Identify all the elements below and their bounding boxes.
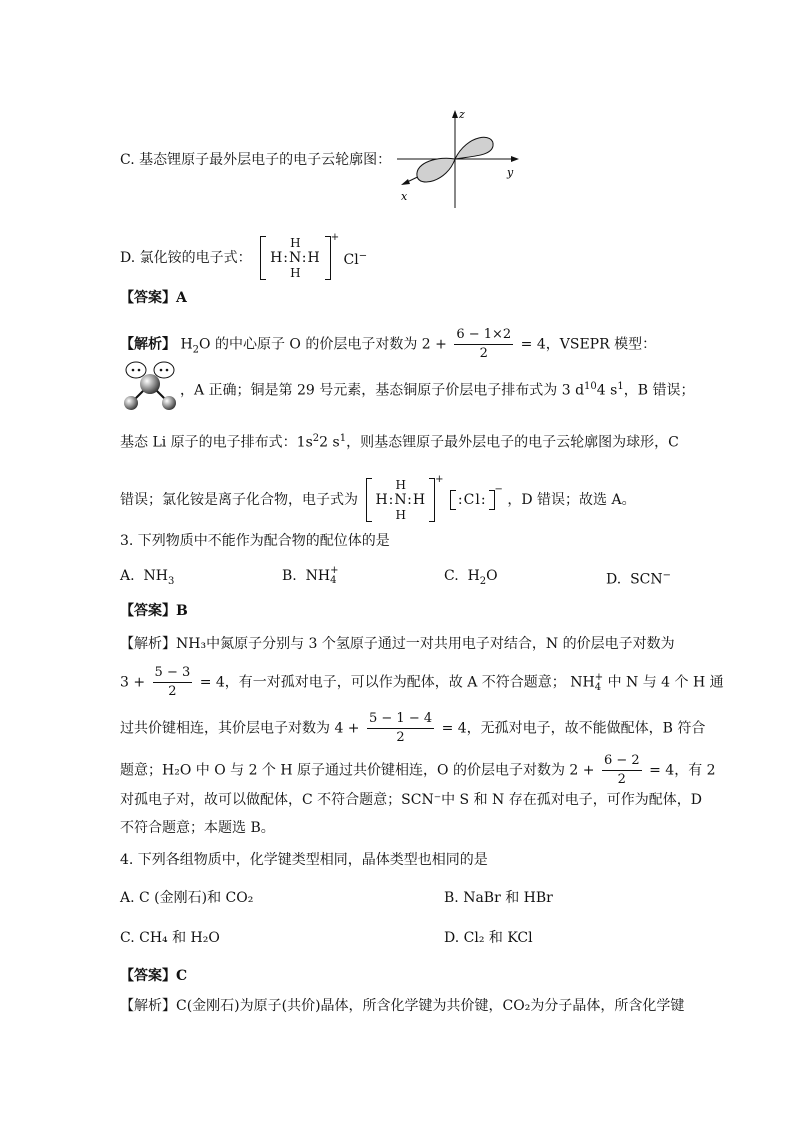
q3-option-c: C. $H_2O$ bbox=[444, 568, 498, 587]
q2-explanation-line3: 基态 Li 原子的电子排布式：$1s^22$ $s^1$，则基态锂原子最外层电子的电子云轮廓图为球形，C bbox=[120, 433, 679, 451]
q2-option-c bbox=[120, 150, 391, 170]
axis-y-label: y bbox=[507, 166, 514, 179]
q2-explanation-line4: 错误；氯化铵是离子化合物，电子式为 H H:N:H H + :Cl: − ，D 错误；故选 A。 bbox=[120, 474, 636, 522]
q4-stem: 4. 下列各组物质中，化学键类型相同，晶体类型也相同的是 bbox=[120, 852, 488, 868]
q3-option-b: B. NH + 4 bbox=[282, 565, 339, 586]
q4-option-c: C. CH₄ 和 H₂O bbox=[120, 930, 220, 946]
q4-explanation-line1: 【解析】C(金刚石)为原子(共价)晶体，所含化学键为共价键，CO₂为分子晶体，所含化学键 bbox=[120, 998, 685, 1014]
orbital-diagram bbox=[395, 104, 535, 214]
q3-explanation-line2: 3 + $\frac{5 - 3}{2}$ = 4，有一对孤对电子，可以作为配体，故 A 不符合题意； NH + 4 中 N 与 4 个 H 通 bbox=[120, 665, 724, 699]
q4-option-a: A. C (金刚石)和 CO₂ bbox=[120, 890, 254, 906]
ammonium-lewis-inline: H H:N:H H bbox=[366, 478, 435, 522]
q3-option-d: D. SCN− bbox=[606, 570, 672, 588]
q3-explanation-line6: 不符合题意；本题选 B。 bbox=[120, 820, 275, 836]
q3-explanation-line1: 【解析】NH₃中氮原子分别与 3 个氢原子通过一对共用电子对结合，N 的价层电子对数为 bbox=[120, 636, 675, 652]
q3-answer: 【答案】B bbox=[120, 603, 188, 619]
chloride-lewis-inline: :Cl: bbox=[450, 490, 495, 510]
q3-explanation-line5: 对孤电子对，故可以做配体，C 不符合题意；SCN⁻中 S 和 N 存在孤对电子，可作为配体，D bbox=[120, 792, 702, 808]
q2-answer: 【答案】A bbox=[120, 290, 187, 306]
q2-option-d: D. 氯化铵的电子式： H H:N:H H + Cl− bbox=[120, 232, 368, 280]
axis-z-label: z bbox=[459, 108, 465, 121]
q2-option-d-text: D. 氯化铵的电子式： bbox=[120, 250, 252, 266]
q2-option-c-text: C. 基态锂原子最外层电子的电子云轮廓图： bbox=[120, 152, 392, 168]
chloride-label: Cl− bbox=[343, 250, 368, 268]
q4-option-b: B. NaBr 和 HBr bbox=[444, 890, 553, 906]
ammonium-lewis: H H:N:H H bbox=[260, 236, 331, 280]
q3-explanation-line3: 过共价键相连，其价层电子对数为 4 + $\frac{5 - 1 - 4}{2}$ = 4，无孤对电子，故不能做配体，B 符合 bbox=[120, 711, 706, 745]
q2-explanation-line2: ，A 正确；铜是第 29 号元素，基态铜原子价层电子排布式为 3 $d^{10}4$ $s^1$，B 错误； bbox=[180, 381, 695, 399]
q4-option-d: D. Cl₂ 和 KCl bbox=[444, 930, 533, 946]
q2-explanation-line1: 【解析】 $H_2O$ 的中心原子 O 的价层电子对数为 2 + $\frac{6 - 1\times 2}{2}$ = 4，VSEPR 模型： bbox=[120, 327, 657, 361]
water-vsepr-model-icon bbox=[120, 358, 180, 414]
q4-answer: 【答案】C bbox=[120, 968, 188, 984]
q3-option-a: A. $NH_3$ bbox=[120, 568, 175, 587]
q3-explanation-line4: 题意；H₂O 中 O 与 2 个 H 原子通过共价键相连，O 的价层电子对数为 2 + $\frac{6 - 2}{2}$ = 4，有 2 bbox=[120, 753, 716, 787]
q3-stem: 3. 下列物质中不能作为配合物的配位体的是 bbox=[120, 533, 390, 549]
axis-x-label: x bbox=[401, 190, 408, 203]
